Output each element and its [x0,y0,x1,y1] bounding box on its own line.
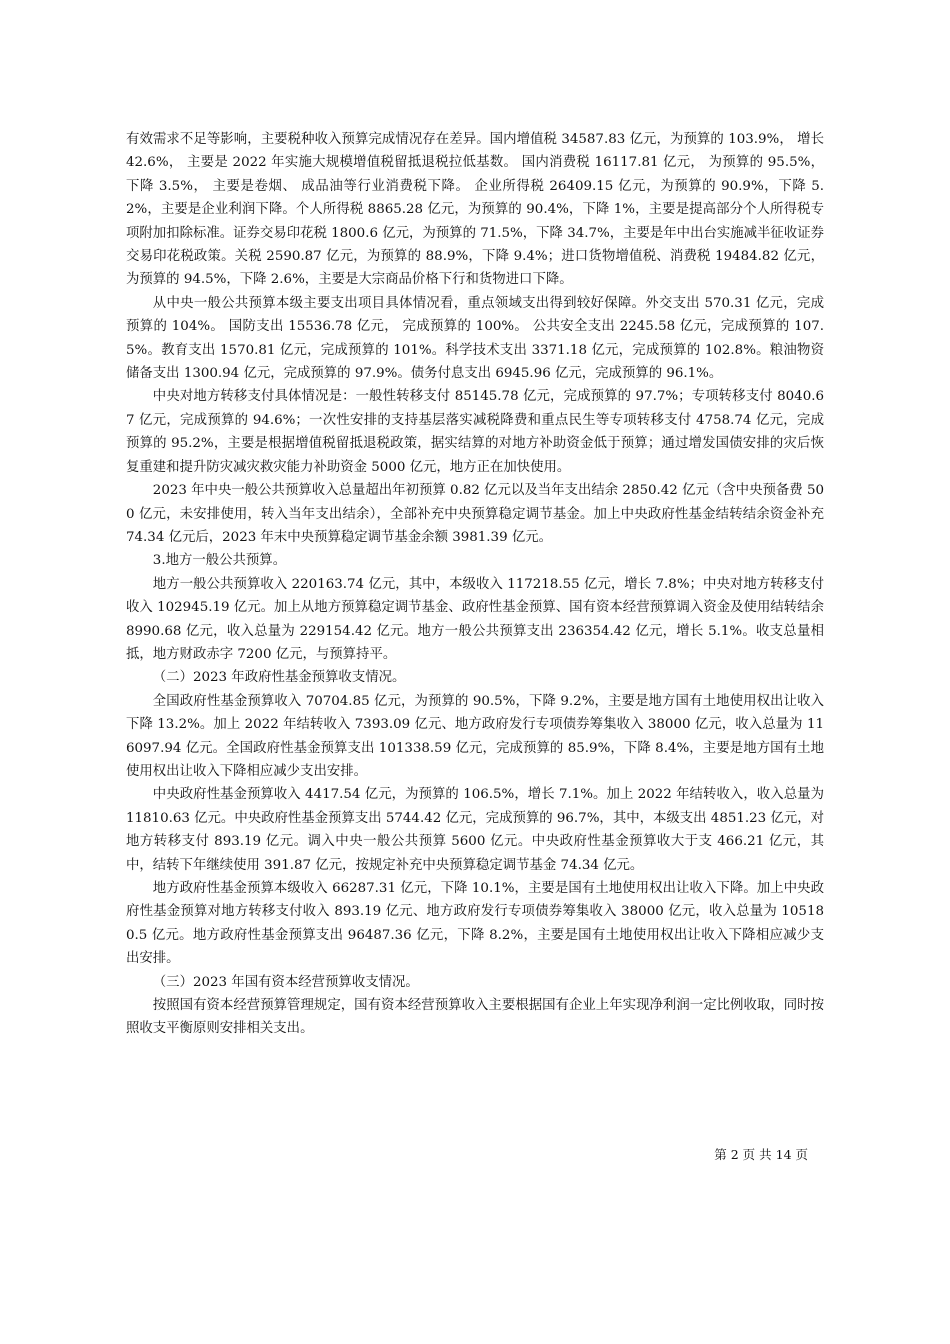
paragraph-stabilization-fund: 2023 年中央一般公共预算收入总量超出年初预算 0.82 亿元以及当年支出结余 2850.42 亿元（含中央预备费 500 亿元，未安排使用，转入当年支出结余），全部补充中央预算稳定调节基金。加上中央政府性基金结转结余资金补充 74.34 亿元后，2023 年末中央预算稳定调节基金余额 3981.39 亿元。 [126,483,824,545]
heading-state-capital-budget: （三）2023 年国有资本经营预算收支情况。 [152,974,419,990]
paragraph-national-fund-budget: 全国政府性基金预算收入 70704.85 亿元，为预算的 90.5%，下降 9.2%，主要是地方国有土地使用权出让收入下降 13.2%。加上 2022 年结转收入 7393.09 亿元、地方政府发行专项债券筹集收入 38000 亿元，收入总量为 116097.94 亿元。全国政府性基金预算支出 101338.59 亿元，完成预算的 85.9%，下降 8.4%，主要是地方国有土地使用权出让收入下降相应减少支出安排。 [126,693,824,779]
paragraph-central-fund-budget: 中央政府性基金预算收入 4417.54 亿元，为预算的 106.5%，增长 7.1%。加上 2022 年结转收入，收入总量为 11810.63 亿元。中央政府性基金预算支出 5744.42 亿元，完成预算的 96.7%，其中，本级支出 4851.23 亿元，对地方转移支付 893.19 亿元。调入中央一般公共预算 5600 亿元。中央政府性基金预算收大于支 466.21 亿元，其中，结转下年继续使用 391.87 亿元，按规定补充中央预算稳定调节基金 74.34 亿元。 [126,787,824,873]
paragraph-central-expenditure: 从中央一般公共预算本级主要支出项目具体情况看，重点领域支出得到较好保障。外交支出 570.31 亿元，完成预算的 104%。 国防支出 15536.78 亿元， 完成预算的 100%。 公共安全支出 2245.58 亿元，完成预算的 107.5%。教育支出 1570.81 亿元，完成预算的 101%。科学技术支出 3371.18 亿元，完成预算的 102.8%。粮油物资储备支出 1300.94 亿元，完成预算的 97.9%。债务付息支出 6945.96 亿元，完成预算的 96.1%。 [126,295,824,382]
heading-local-general-budget: 3.地方一般公共预算。 [152,553,287,569]
paragraph-local-fund-budget: 地方政府性基金预算本级收入 66287.31 亿元，下降 10.1%，主要是国有土地使用权出让收入下降。加上中央政府性基金预算对地方转移支付收入 893.19 亿元、地方政府发行专项债券筹集收入 38000 亿元，收入总量为 105180.5 亿元。地方政府性基金预算支出 96487.36 亿元，下降 8.2%，主要是国有土地使用权出让收入下降相应减少支出安排。 [126,881,824,967]
page-number: 第 2 页 共 14 页 [714,1147,808,1162]
document-body [126,128,824,1041]
paragraph-transfer-payments: 中央对地方转移支付具体情况是：一般性转移支付 85145.78 亿元，完成预算的 97.7%；专项转移支付 8040.67 亿元，完成预算的 94.6%；一次性安排的支持基层落实减税降费和重点民生等专项转移支付 4758.74 亿元，完成预算的 95.2%，主要是根据增值税留抵退税政策，据实结算的对地方补助资金低于预算；通过增发国债安排的灾后恢复重建和提升防灾减灾救灾能力补助资金 5000 亿元，地方正在加快使用。 [126,389,824,475]
paragraph-state-capital-budget: 按照国有资本经营预算管理规定，国有资本经营预算收入主要根据国有企业上年实现净利润一定比例收取，同时按照收支平衡原则安排相关支出。 [126,998,824,1037]
paragraph-tax-revenue: 有效需求不足等影响，主要税种收入预算完成情况存在差异。国内增值税 34587.83 亿元，为预算的 103.9%， 增长 42.6%， 主要是 2022 年实施大规模增值税留抵退税拉低基数。 国内消费税 16117.81 亿元， 为预算的 95.5%， 下降 3.5%， 主要是卷烟、 成品油等行业消费税下降。 企业所得税 26409.15 亿元，为预算的 90.9%，下降 5.2%，主要是企业利润下降。个人所得税 8865.28 亿元，为预算的 90.4%，下降 1%，主要是提高部分个人所得税专项附加扣除标准。证券交易印花税 1800.6 亿元，为预算的 71.5%，下降 34.7%，主要是年中出台实施减半征收证券交易印花税政策。关税 2590.87 亿元，为预算的 88.9%，下降 9.4%；进口货物增值税、消费税 19484.82 亿元，为预算的 94.5%，下降 2.6%，主要是大宗商品价格下行和货物进口下降。 [126,132,824,288]
paragraph-local-general-budget: 地方一般公共预算收入 220163.74 亿元，其中，本级收入 117218.55 亿元，增长 7.8%；中央对地方转移支付收入 102945.19 亿元。加上从地方预算稳定调节基金、政府性基金预算、国有资本经营预算调入资金及使用结转结余 8990.68 亿元，收入总量为 229154.42 亿元。地方一般公共预算支出 236354.42 亿元，增长 5.1%。收支总量相抵，地方财政赤字 7200 亿元，与预算持平。 [126,576,824,662]
heading-government-fund-budget: （二）2023 年政府性基金预算收支情况。 [152,670,406,686]
